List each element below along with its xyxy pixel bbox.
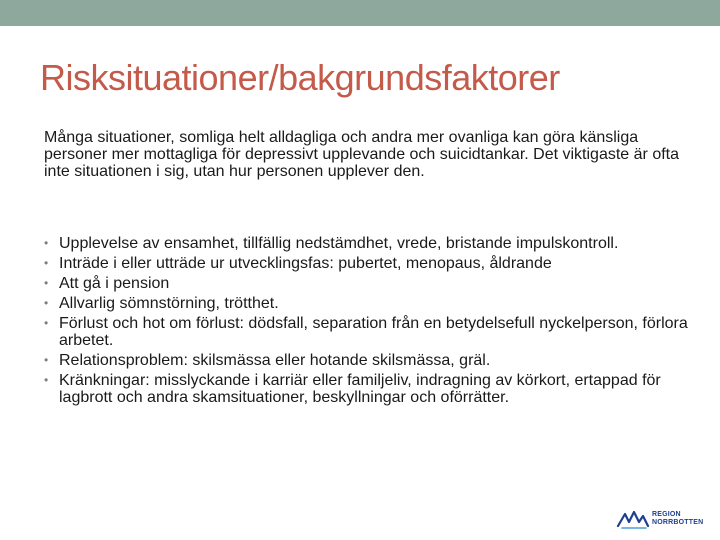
intro-paragraph: Många situationer, somliga helt alldagliga och andra mer ovanliga kan göra känsliga personer mer mottagliga för depressivt upplevande och suicidtankar. Det viktigaste är ofta inte situationen i sig, utan hur personen upplever den.: [44, 129, 679, 180]
bullet-text: Inträde i eller utträde ur utvecklingsfas: pubertet, menopaus, åldrande: [59, 255, 552, 272]
bullet-text: Upplevelse av ensamhet, tillfällig nedstämdhet, vrede, bristande impulskontroll.: [59, 235, 619, 252]
bullet-item: [44, 372, 694, 406]
bullet-icon: •: [44, 373, 49, 387]
bullet-icon: •: [44, 353, 49, 367]
bullet-list: [44, 235, 694, 409]
bullet-icon: •: [44, 276, 49, 290]
region-norrbotten-logo-icon: [616, 508, 650, 530]
bullet-item: [44, 235, 694, 252]
bullet-text: Relationsproblem: skilsmässa eller hotande skilsmässa, gräl.: [59, 352, 491, 369]
bullet-icon: •: [44, 256, 49, 270]
bullet-icon: •: [44, 296, 49, 310]
bullet-text: Allvarlig sömnstörning, trötthet.: [59, 295, 279, 312]
bullet-icon: •: [44, 236, 49, 250]
bullet-item: [44, 275, 694, 292]
bullet-icon: •: [44, 316, 49, 330]
bullet-text: Att gå i pension: [59, 275, 170, 292]
bullet-item: [44, 352, 694, 369]
logo-line-2: NORRBOTTEN: [652, 519, 704, 526]
bullet-item: [44, 255, 694, 272]
bullet-text: Förlust och hot om förlust: dödsfall, separation från en betydelsefull nyckelperson, förlora arbetet.: [59, 315, 688, 349]
logo-line-1: REGION: [652, 511, 681, 518]
bullet-text: Kränkningar: misslyckande i karriär eller familjeliv, indragning av körkort, ertappad för lagbrott och andra skamsituationer, beskyllningar och oförrätter.: [59, 372, 661, 406]
bullet-item: [44, 295, 694, 312]
bullet-item: [44, 315, 694, 349]
region-norrbotten-logo: [616, 508, 708, 530]
slide-title: Risksituationer/bakgrundsfaktorer: [40, 57, 560, 98]
top-bar: [0, 0, 720, 26]
logo-text: [652, 511, 703, 527]
